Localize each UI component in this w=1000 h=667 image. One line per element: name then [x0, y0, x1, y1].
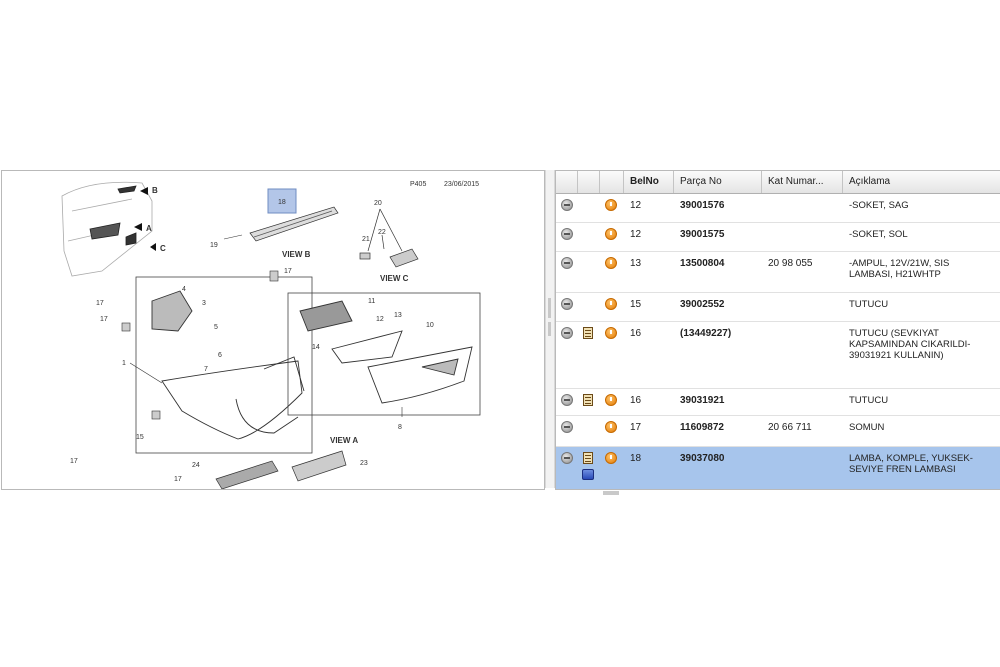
screw-part: [270, 271, 278, 281]
warning-icon[interactable]: [605, 452, 617, 464]
callout-17-left: 17: [96, 300, 104, 307]
row-description: -AMPUL, 12V/21W, SIS LAMBASI, H21WHTP: [849, 258, 950, 280]
detail-lamp-parts: [300, 301, 472, 403]
row-bel-no: 12: [630, 200, 642, 211]
header-note-column[interactable]: [578, 171, 600, 193]
row-bel-no: 17: [630, 422, 642, 433]
view-arrows: [134, 186, 166, 253]
header-bel-no[interactable]: BelNo: [624, 171, 674, 193]
diagram-page-code: P405: [410, 181, 427, 188]
row-part-no: (13449227): [680, 328, 732, 339]
callout-21: 21: [362, 236, 370, 243]
row-bel-no: 12: [630, 229, 642, 240]
callout-3: 3: [202, 300, 206, 307]
row-bel-no: 15: [630, 299, 642, 310]
horizontal-scrollbar[interactable]: [555, 490, 999, 496]
row-part-no: 39001576: [680, 200, 725, 211]
note-icon[interactable]: [583, 327, 593, 339]
row-bel-no: 18: [630, 453, 642, 464]
header-warning-column[interactable]: [600, 171, 624, 193]
table-row-selected[interactable]: [556, 447, 1000, 490]
callout-10: 10: [426, 322, 434, 329]
row-description: TUTUCU (SEVKIYAT KAPSAMINDAN CIKARILDI-39031921 KULLANIN): [849, 328, 971, 361]
callout-5: 5: [214, 324, 218, 331]
warning-icon[interactable]: [605, 298, 617, 310]
row-part-no: 11609872: [680, 422, 724, 433]
row-kat-no: 20 66 711: [768, 422, 812, 433]
view-a-label: VIEW A: [330, 436, 359, 445]
table-row[interactable]: [556, 252, 1000, 293]
row-description: TUTUCU: [849, 395, 889, 406]
callout-18: 18: [278, 199, 286, 206]
callout-17-bottom2: 17: [174, 476, 182, 483]
table-row[interactable]: [556, 389, 1000, 416]
clip-part: [122, 323, 130, 331]
row-part-no: 39001575: [680, 229, 725, 240]
callout-11: 11: [368, 298, 376, 305]
callout-23: 23: [360, 460, 368, 467]
row-description: TUTUCU: [849, 299, 889, 310]
row-bel-no: 13: [630, 258, 642, 269]
panel-splitter[interactable]: [545, 170, 555, 488]
warning-icon[interactable]: [605, 228, 617, 240]
parts-diagram[interactable]: [2, 171, 544, 489]
row-part-no: 39037080: [680, 453, 725, 464]
zoom-icon[interactable]: [561, 298, 573, 310]
retainer-part: [152, 411, 160, 419]
callout-16: 17: [100, 316, 108, 323]
callout-4: 4: [182, 286, 186, 293]
header-kat-numara[interactable]: Kat Numar...: [762, 171, 843, 193]
zoom-icon[interactable]: [561, 452, 573, 464]
zoom-icon[interactable]: [561, 199, 573, 211]
header-aciklama[interactable]: Açıklama: [849, 176, 891, 187]
callout-1: 1: [122, 360, 126, 367]
splitter-grip-lower[interactable]: [548, 322, 551, 336]
callout-24: 24: [192, 462, 200, 469]
row-part-no: 39031921: [680, 395, 725, 406]
note-icon[interactable]: [583, 452, 593, 464]
row-description: -SOKET, SOL: [849, 229, 908, 240]
header-parca-no[interactable]: Parça No: [674, 171, 762, 193]
callout-6: 6: [218, 352, 222, 359]
cart-icon[interactable]: [582, 469, 594, 480]
warning-icon[interactable]: [605, 199, 617, 211]
callout-17-top: 17: [284, 268, 292, 275]
table-row[interactable]: [556, 322, 1000, 389]
warning-icon[interactable]: [605, 327, 617, 339]
row-description: LAMBA, KOMPLE, YUKSEK-SEVIYE FREN LAMBASI: [849, 453, 973, 475]
header-zoom-column[interactable]: [556, 171, 578, 193]
parts-table-header: [556, 171, 1000, 194]
row-part-no: 39002552: [680, 299, 725, 310]
zoom-icon[interactable]: [561, 327, 573, 339]
scrollbar-thumb[interactable]: [603, 491, 619, 495]
zoom-icon[interactable]: [561, 228, 573, 240]
table-row[interactable]: [556, 416, 1000, 447]
zoom-icon[interactable]: [561, 421, 573, 433]
table-row[interactable]: [556, 223, 1000, 252]
tail-lamp-assembly: [152, 291, 304, 439]
view-c-label: VIEW C: [380, 274, 409, 283]
splitter-grip[interactable]: [548, 298, 551, 318]
row-description: SOMUN: [849, 422, 885, 433]
zoom-icon[interactable]: [561, 394, 573, 406]
row-bel-no: 16: [630, 395, 642, 406]
arrow-label-a: A: [146, 224, 152, 233]
row-part-no: 13500804: [680, 258, 725, 269]
callout-7: 7: [204, 366, 208, 373]
row-description: -SOKET, SAG: [849, 200, 909, 211]
callout-8: 8: [398, 424, 402, 431]
callout-13: 13: [394, 312, 402, 319]
callout-20: 20: [374, 200, 382, 207]
callout-12: 12: [376, 316, 384, 323]
table-row[interactable]: [556, 194, 1000, 223]
callout-14: 14: [312, 344, 320, 351]
parts-diagram-panel[interactable]: [1, 170, 545, 490]
zoom-icon[interactable]: [561, 257, 573, 269]
callout-15: 15: [136, 434, 144, 441]
row-bel-no: 16: [630, 328, 642, 339]
warning-icon[interactable]: [605, 421, 617, 433]
arrow-label-c: C: [160, 244, 166, 253]
view-b-label: VIEW B: [282, 250, 311, 259]
note-icon[interactable]: [583, 394, 593, 406]
callout-17-bottom: 17: [70, 458, 78, 465]
warning-icon[interactable]: [605, 257, 617, 269]
arrow-label-b: B: [152, 186, 158, 195]
row-kat-no: 20 98 055: [768, 258, 813, 269]
bottom-brackets: [216, 451, 346, 489]
warning-icon[interactable]: [605, 394, 617, 406]
callout-22: 22: [378, 229, 386, 236]
table-row[interactable]: [556, 293, 1000, 322]
callout-19: 19: [210, 242, 218, 249]
diagram-date: 23/06/2015: [444, 181, 480, 188]
parts-list-panel: [555, 170, 1000, 490]
